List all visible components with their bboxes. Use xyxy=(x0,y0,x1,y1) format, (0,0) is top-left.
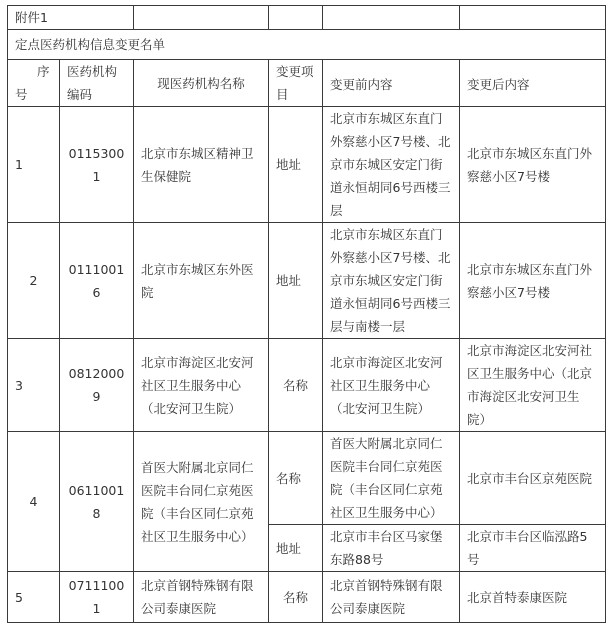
header-item: 变更项目 xyxy=(269,60,323,107)
header-code: 医药机构编码 xyxy=(60,60,134,107)
cell-code: 07111001 xyxy=(60,572,134,623)
cell-before: 北京市东城区东直门外察慈小区7号楼、北京市东城区安定门街道永恒胡同6号西楼三层与南楼一层 xyxy=(323,223,460,339)
cell-seq: 5 xyxy=(8,572,60,623)
cell-after: 北京首特泰康医院 xyxy=(460,572,606,623)
attachment-label: 附件1 xyxy=(8,6,134,30)
cell-seq: 3 xyxy=(8,339,60,432)
table-row xyxy=(8,572,606,623)
cell-code: 06110018 xyxy=(60,432,134,572)
header-seq-line2: 号 xyxy=(15,87,28,102)
cell-code: 08120009 xyxy=(60,339,134,432)
cell-name: 北京市海淀区北安河社区卫生服务中心（北安河卫生院） xyxy=(134,339,269,432)
empty-cell xyxy=(269,6,323,30)
institution-change-table xyxy=(7,5,606,623)
cell-name: 北京首钢特殊钢有限公司泰康医院 xyxy=(134,572,269,623)
cell-seq: 4 xyxy=(8,432,60,572)
cell-before: 首医大附属北京同仁医院丰台同仁京苑医院（丰台区同仁京苑社区卫生服务中心） xyxy=(323,432,460,525)
header-before: 变更前内容 xyxy=(323,60,460,107)
cell-after: 北京市丰台区京苑医院 xyxy=(460,432,606,525)
empty-cell xyxy=(323,6,460,30)
header-seq-line1: 序 xyxy=(37,64,50,79)
cell-item: 名称 xyxy=(269,339,323,432)
empty-cell xyxy=(134,6,269,30)
cell-before: 北京市东城区东直门外察慈小区7号楼、北京市东城区安定门街道永恒胡同6号西楼三层 xyxy=(323,107,460,223)
cell-code: 01110016 xyxy=(60,223,134,339)
cell-before: 北京市丰台区马家堡东路88号 xyxy=(323,525,460,572)
cell-code: 01153001 xyxy=(60,107,134,223)
table-row xyxy=(8,432,606,525)
header-row xyxy=(8,60,606,107)
title-row xyxy=(8,30,606,60)
table-row xyxy=(8,339,606,432)
cell-after: 北京市东城区东直门外察慈小区7号楼 xyxy=(460,223,606,339)
cell-after: 北京市海淀区北安河社区卫生服务中心（北京市海淀区北安河卫生院） xyxy=(460,339,606,432)
cell-after: 北京市东城区东直门外察慈小区7号楼 xyxy=(460,107,606,223)
cell-after: 北京市丰台区临泓路5号 xyxy=(460,525,606,572)
empty-cell xyxy=(460,6,606,30)
header-seq xyxy=(8,60,60,107)
cell-seq: 2 xyxy=(8,223,60,339)
cell-name: 北京市东城区东外医院 xyxy=(134,223,269,339)
table-row xyxy=(8,107,606,223)
header-after: 变更后内容 xyxy=(460,60,606,107)
cell-item: 名称 xyxy=(269,572,323,623)
header-name: 现医药机构名称 xyxy=(134,60,269,107)
cell-before: 北京市海淀区北安河社区卫生服务中心（北安河卫生院） xyxy=(323,339,460,432)
cell-name: 北京市东城区精神卫生保健院 xyxy=(134,107,269,223)
cell-name: 首医大附属北京同仁医院丰台同仁京苑医院（丰台区同仁京苑社区卫生服务中心） xyxy=(134,432,269,572)
table-row xyxy=(8,223,606,339)
cell-item: 地址 xyxy=(269,223,323,339)
cell-seq: 1 xyxy=(8,107,60,223)
attachment-row xyxy=(8,6,606,30)
cell-item: 地址 xyxy=(269,107,323,223)
cell-item: 地址 xyxy=(269,525,323,572)
document-sheet xyxy=(7,5,606,623)
cell-before: 北京首钢特殊钢有限公司泰康医院 xyxy=(323,572,460,623)
document-title: 定点医药机构信息变更名单 xyxy=(8,30,606,60)
cell-item: 名称 xyxy=(269,432,323,525)
